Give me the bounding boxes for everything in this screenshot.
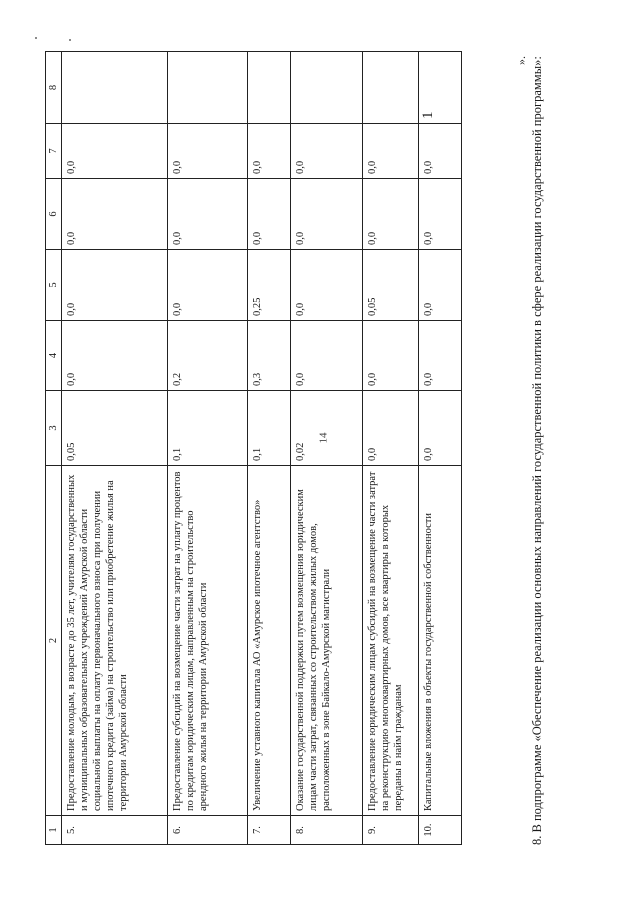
row-value: 0,0 xyxy=(291,250,363,321)
table-row xyxy=(363,52,419,845)
row-number: 10. xyxy=(419,816,462,845)
row-value: 0,0 xyxy=(363,321,419,391)
column-header: 5 xyxy=(46,250,62,321)
row-number: 9. xyxy=(363,816,419,845)
row-value: 0,1 xyxy=(168,391,248,466)
row-value: 0,0 xyxy=(291,321,363,391)
column-header: 2 xyxy=(46,466,62,816)
row-value: 0,02 xyxy=(291,391,363,466)
row-value: 1 xyxy=(419,52,462,124)
row-value: 0,0 xyxy=(419,321,462,391)
column-header: 8 xyxy=(46,52,62,124)
row-value: 0,0 xyxy=(168,179,248,250)
row-value: 0,25 xyxy=(248,250,291,321)
row-number: 5. xyxy=(62,816,168,845)
row-value xyxy=(168,52,248,124)
row-value: 0,0 xyxy=(168,124,248,179)
row-value: 0,0 xyxy=(419,179,462,250)
table-row xyxy=(291,52,363,845)
row-value: 0,0 xyxy=(248,179,291,250)
row-number: 8. xyxy=(291,816,363,845)
column-header: 7 xyxy=(46,124,62,179)
table-row xyxy=(419,52,462,845)
row-number: 7. xyxy=(248,816,291,845)
table-row xyxy=(248,52,291,845)
row-description: Увеличение уставного капитала АО «Амурское ипотечное агентство» xyxy=(248,466,291,816)
row-value: 0,0 xyxy=(62,321,168,391)
row-value: 0,2 xyxy=(168,321,248,391)
row-value: 0,0 xyxy=(168,250,248,321)
column-header: 3 xyxy=(46,391,62,466)
row-value: 0,0 xyxy=(363,179,419,250)
footer-paragraph: 8. В подпрограмме «Обеспечение реализации основных направлений государственной политики в сфере реализации государственной программы»: xyxy=(530,56,544,845)
row-value: 0,0 xyxy=(62,179,168,250)
indicators-table xyxy=(45,51,462,845)
row-value: 0,3 xyxy=(248,321,291,391)
table-row xyxy=(62,52,168,845)
row-value: 0,0 xyxy=(62,250,168,321)
column-number-row xyxy=(46,52,62,845)
row-description: Предоставление молодым, в возрасте до 35 лет, учителям государственных и муниципальных образовательных учреждений Амурской области социальной выплаты на оплату первоначального взноса при получении ипотечного кредита (займа) на строительство или приобретение жилья на территории Амурской области xyxy=(62,466,168,816)
row-description: Предоставление юридическим лицам субсидий на возмещение части затрат на реконструкцию многоквартирных домов, все квартиры в которых переданы в найм гражданам xyxy=(363,466,419,816)
row-value: 0,0 xyxy=(248,124,291,179)
row-value: 0,0 xyxy=(363,391,419,466)
column-header: 4 xyxy=(46,321,62,391)
closing-quote-mark: ». xyxy=(514,56,528,65)
row-value: 0,05 xyxy=(363,250,419,321)
row-value: 0,0 xyxy=(62,124,168,179)
row-value: 0,0 xyxy=(419,250,462,321)
row-value: 0,05 xyxy=(62,391,168,466)
row-description: Капитальные вложения в объекты государственной собственности xyxy=(419,466,462,816)
row-value: 0,1 xyxy=(248,391,291,466)
row-value xyxy=(291,52,363,124)
column-header: 6 xyxy=(46,179,62,250)
row-description: Оказание государственной поддержки путем возмещения юридическим лицам части затрат, связанных со строительством жилых домов, расположенных в зоне Байкало-Амурской магистрали xyxy=(291,466,363,816)
row-value: 0,0 xyxy=(419,391,462,466)
row-value xyxy=(248,52,291,124)
table-row xyxy=(168,52,248,845)
row-value: 0,0 xyxy=(419,124,462,179)
row-description: Предоставление субсидий на возмещение части затрат на уплату процентов по кредитам юридическим лицам, направленным на строительство арендного жилья на территории Амурской области xyxy=(168,466,248,816)
row-value: 0,0 xyxy=(363,124,419,179)
rotated-page-content xyxy=(15,30,600,890)
row-value: 0,0 xyxy=(291,124,363,179)
row-value xyxy=(363,52,419,124)
row-number: 6. xyxy=(168,816,248,845)
column-header: 1 xyxy=(46,816,62,845)
page-number: 14 xyxy=(317,432,330,444)
row-value: 0,0 xyxy=(291,179,363,250)
row-value xyxy=(62,52,168,124)
